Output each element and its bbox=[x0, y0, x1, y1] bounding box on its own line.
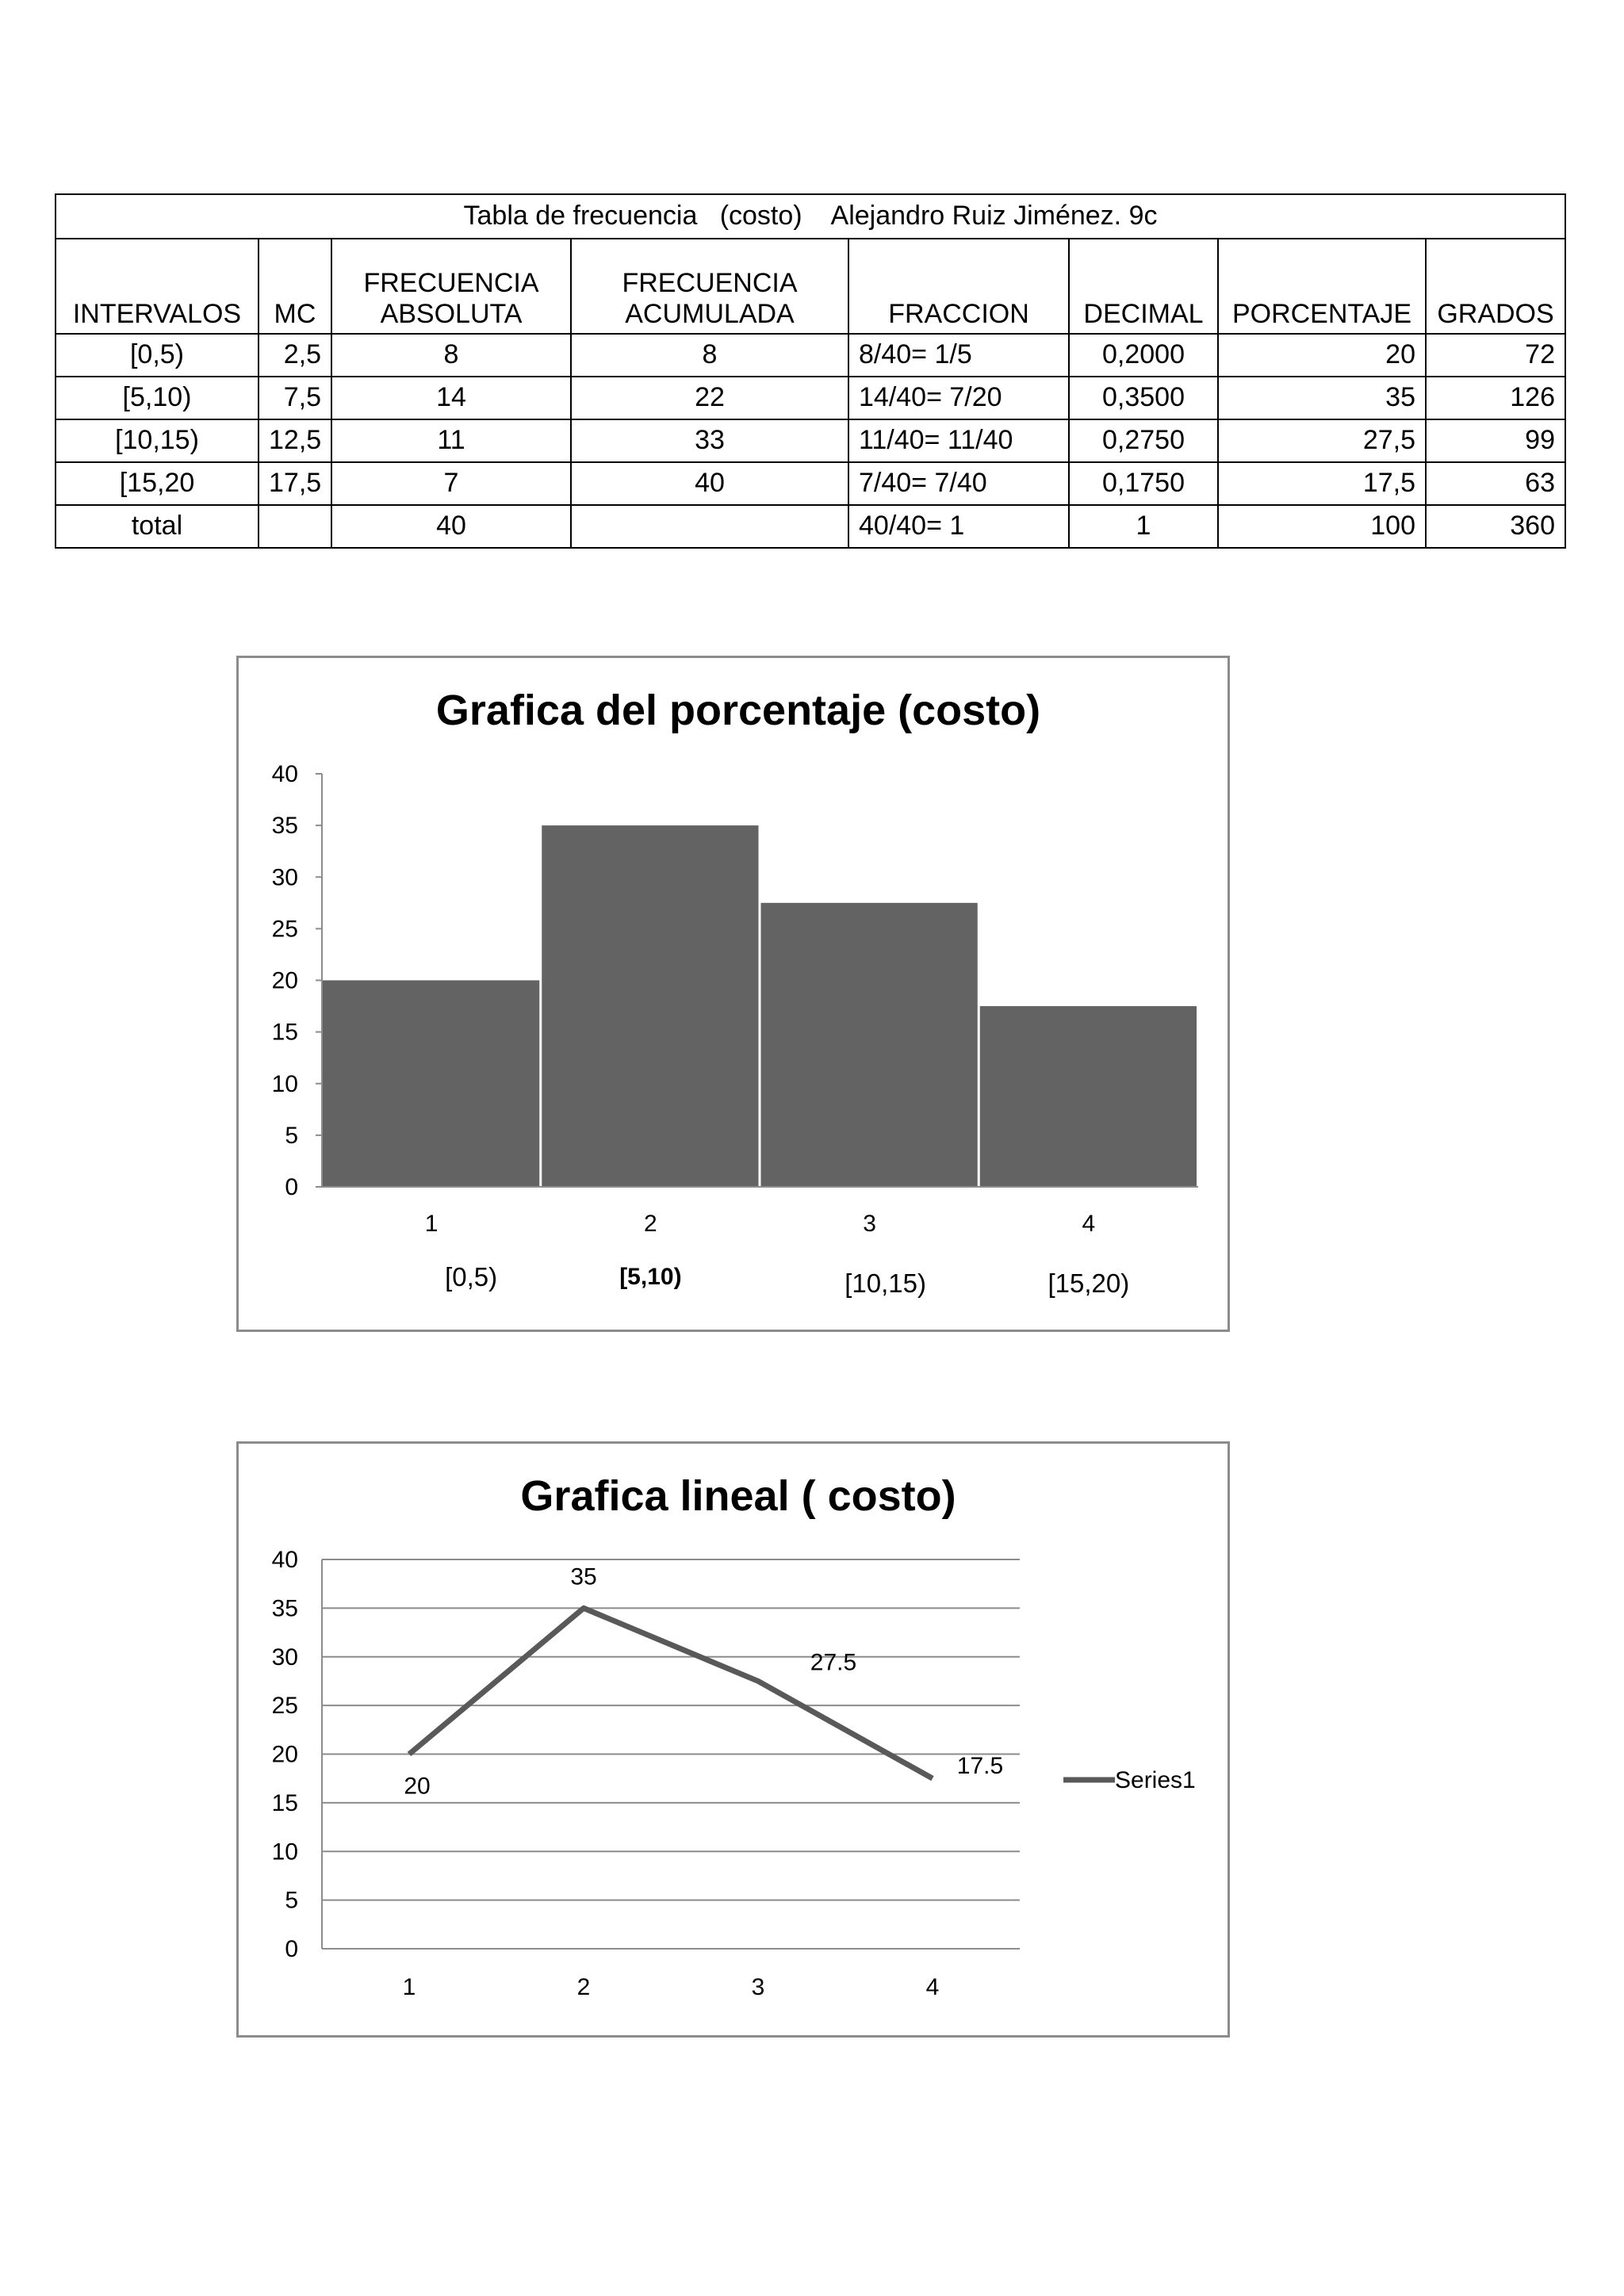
y-tick-label: 20 bbox=[271, 1741, 298, 1768]
series1-line bbox=[409, 1608, 933, 1778]
table-cell-frecuencia-acumulada: 33 bbox=[571, 419, 848, 462]
table-row bbox=[56, 505, 1565, 548]
y-tick-label: 15 bbox=[271, 1789, 298, 1816]
table-row bbox=[56, 334, 1565, 377]
table-cell-grados: 126 bbox=[1426, 377, 1565, 419]
bar-chart-title: Grafica del porcentaje (costo) bbox=[435, 687, 1041, 734]
data-label: 20 bbox=[404, 1773, 431, 1800]
x-tick-label: 4 bbox=[925, 1974, 940, 2000]
x-tick-label: 2 bbox=[576, 1974, 591, 2000]
y-tick-label: 5 bbox=[285, 1122, 298, 1149]
table-cell-frecuencia-absoluta: 14 bbox=[331, 377, 571, 419]
header-frecuencia-acumulada: FRECUENCIA ACUMULADA bbox=[571, 239, 848, 334]
table-cell-mc: 17,5 bbox=[259, 462, 331, 505]
x-tick-label: 1 bbox=[402, 1974, 416, 2000]
table-cell-frecuencia-absoluta: 40 bbox=[331, 505, 571, 548]
table-row bbox=[56, 419, 1565, 462]
table-cell-frecuencia-absoluta: 11 bbox=[331, 419, 571, 462]
line-chart-svg bbox=[239, 1444, 1228, 2035]
header-decimal: DECIMAL bbox=[1069, 239, 1218, 334]
table-cell-decimal: 0,1750 bbox=[1069, 462, 1218, 505]
y-tick-label: 25 bbox=[271, 916, 298, 943]
data-label: 17.5 bbox=[956, 1753, 1004, 1780]
table-cell-mc bbox=[259, 505, 331, 548]
y-tick-label: 35 bbox=[271, 813, 298, 840]
table-cell-fraccion: 40/40= 1 bbox=[848, 505, 1069, 548]
table-cell-porcentaje: 35 bbox=[1218, 377, 1426, 419]
table-cell-porcentaje: 17,5 bbox=[1218, 462, 1426, 505]
table-body bbox=[56, 334, 1565, 548]
table-row bbox=[56, 377, 1565, 419]
table-cell-intervalos: [0,5) bbox=[56, 334, 259, 377]
line-chart bbox=[236, 1441, 1230, 2038]
table-cell-frecuencia-absoluta: 7 bbox=[331, 462, 571, 505]
table-cell-mc: 2,5 bbox=[259, 334, 331, 377]
table-cell-fraccion: 11/40= 11/40 bbox=[848, 419, 1069, 462]
header-porcentaje: PORCENTAJE bbox=[1218, 239, 1426, 334]
table-cell-mc: 12,5 bbox=[259, 419, 331, 462]
bar-2 bbox=[542, 825, 758, 1187]
interval-label: [15,20) bbox=[1048, 1269, 1130, 1298]
table-cell-frecuencia-acumulada: 22 bbox=[571, 377, 848, 419]
y-tick-label: 40 bbox=[271, 1547, 298, 1573]
line-chart-title: Grafica lineal ( costo) bbox=[520, 1472, 956, 1520]
table-cell-porcentaje: 20 bbox=[1218, 334, 1426, 377]
table-cell-fraccion: 14/40= 7/20 bbox=[848, 377, 1069, 419]
y-tick-label: 5 bbox=[285, 1887, 298, 1914]
bar-1 bbox=[323, 981, 539, 1188]
y-tick-label: 15 bbox=[271, 1019, 298, 1046]
table-cell-fraccion: 8/40= 1/5 bbox=[848, 334, 1069, 377]
y-tick-label: 10 bbox=[271, 1839, 298, 1866]
y-tick-label: 25 bbox=[271, 1693, 298, 1720]
interval-label: [10,15) bbox=[845, 1269, 926, 1298]
table-cell-decimal: 0,2750 bbox=[1069, 419, 1218, 462]
data-label: 35 bbox=[570, 1563, 597, 1590]
bar-3 bbox=[761, 903, 978, 1187]
legend-label: Series1 bbox=[1115, 1767, 1196, 1793]
table-cell-intervalos: total bbox=[56, 505, 259, 548]
table-cell-grados: 72 bbox=[1426, 334, 1565, 377]
table-cell-porcentaje: 100 bbox=[1218, 505, 1426, 548]
table-cell-frecuencia-acumulada bbox=[571, 505, 848, 548]
interval-label: [5,10) bbox=[619, 1264, 682, 1290]
y-tick-label: 30 bbox=[271, 1644, 298, 1670]
interval-label: [0,5) bbox=[445, 1262, 498, 1292]
x-tick-label: 1 bbox=[424, 1211, 439, 1237]
table-cell-frecuencia-acumulada: 40 bbox=[571, 462, 848, 505]
header-fraccion: FRACCION bbox=[848, 239, 1069, 334]
table-cell-decimal: 0,3500 bbox=[1069, 377, 1218, 419]
y-tick-label: 10 bbox=[271, 1070, 298, 1097]
data-label: 27.5 bbox=[810, 1649, 857, 1676]
y-tick-label: 30 bbox=[271, 864, 298, 891]
bar-4 bbox=[980, 1006, 1197, 1187]
table-cell-mc: 7,5 bbox=[259, 377, 331, 419]
x-tick-label: 2 bbox=[644, 1211, 657, 1237]
table-cell-grados: 360 bbox=[1426, 505, 1565, 548]
table-cell-intervalos: [10,15) bbox=[56, 419, 259, 462]
x-tick-label: 4 bbox=[1082, 1211, 1096, 1237]
bar-chart-svg bbox=[239, 658, 1228, 1330]
y-tick-label: 20 bbox=[271, 967, 298, 994]
header-intervalos: INTERVALOS bbox=[56, 239, 259, 334]
x-tick-label: 3 bbox=[751, 1974, 765, 2000]
table-cell-frecuencia-acumulada: 8 bbox=[571, 334, 848, 377]
header-mc: MC bbox=[259, 239, 331, 334]
table-header-row bbox=[56, 239, 1565, 334]
header-grados: GRADOS bbox=[1426, 239, 1565, 334]
table-cell-frecuencia-absoluta: 8 bbox=[331, 334, 571, 377]
table-cell-grados: 99 bbox=[1426, 419, 1565, 462]
table-row bbox=[56, 462, 1565, 505]
table-cell-intervalos: [5,10) bbox=[56, 377, 259, 419]
y-tick-label: 35 bbox=[271, 1595, 298, 1622]
table-cell-grados: 63 bbox=[1426, 462, 1565, 505]
table-cell-intervalos: [15,20 bbox=[56, 462, 259, 505]
table-title: Tabla de frecuencia (costo) Alejandro Ruiz Jiménez. 9c bbox=[56, 194, 1565, 239]
table-cell-decimal: 1 bbox=[1069, 505, 1218, 548]
x-tick-label: 3 bbox=[863, 1211, 876, 1237]
frequency-table bbox=[55, 193, 1566, 549]
y-tick-label: 40 bbox=[271, 761, 298, 787]
y-tick-label: 0 bbox=[285, 1174, 298, 1200]
table-cell-decimal: 0,2000 bbox=[1069, 334, 1218, 377]
table-cell-fraccion: 7/40= 7/40 bbox=[848, 462, 1069, 505]
bar-chart bbox=[236, 656, 1230, 1332]
table-cell-porcentaje: 27,5 bbox=[1218, 419, 1426, 462]
y-tick-label: 0 bbox=[285, 1936, 298, 1962]
header-frecuencia-absoluta: FRECUENCIA ABSOLUTA bbox=[331, 239, 571, 334]
